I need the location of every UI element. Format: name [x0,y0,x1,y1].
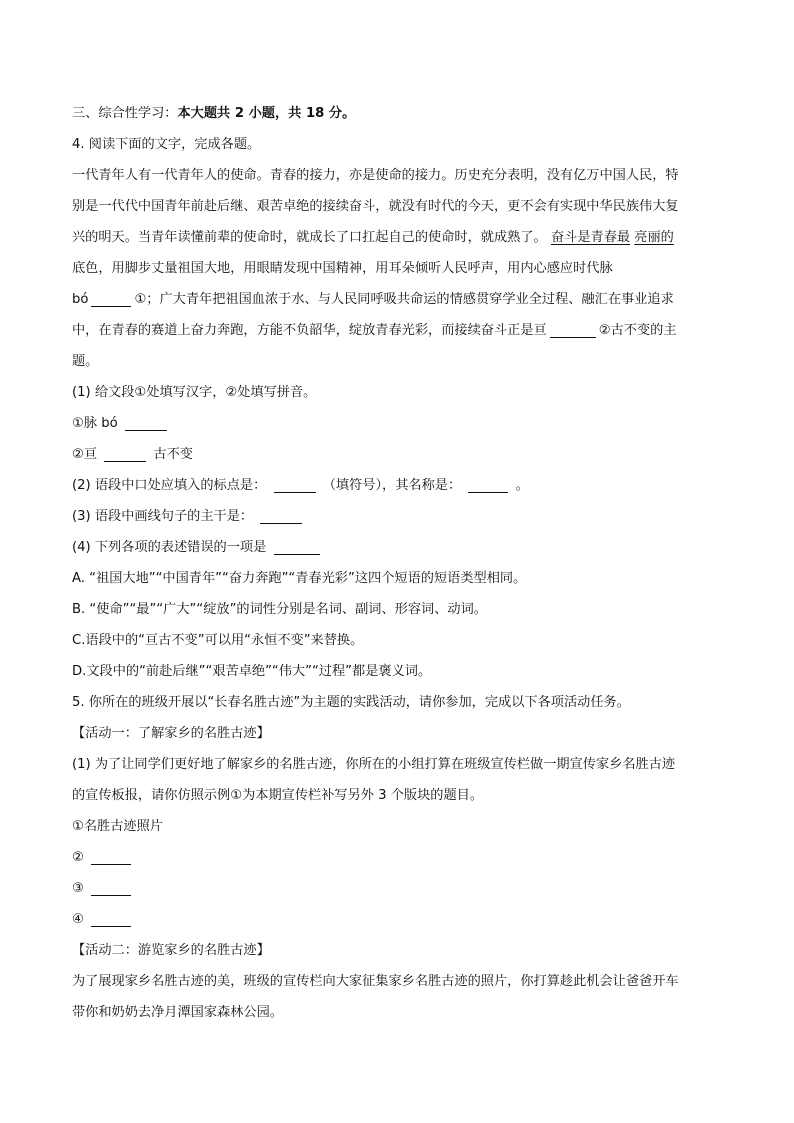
sub-question-3 [72,501,720,532]
answer-blank-item-3[interactable] [91,881,131,896]
sub-question-4 [72,532,720,563]
board-item-3 [72,873,720,904]
underlined-sentence-part-1: 奋斗是青春最 [550,230,631,245]
sub-question-2-pre: (2) 语段中口处应填入的标点是： [72,478,267,493]
answer-blank-3[interactable] [260,509,302,524]
board-item-2-label: ② [72,850,84,865]
option-c: C.语段中的“亘古不变”可以用“永恒不变”来替换。 [72,633,364,648]
answer-blank-4[interactable] [274,540,320,555]
sub-question-4-text: (4) 下列各项的表述错误的一项是 [72,540,267,555]
answer-blank-1b[interactable] [104,447,146,462]
underlined-sentence-part-2: 亮丽的 [634,230,674,245]
board-item-4-label: ④ [72,912,84,927]
passage-line-2: 别是一代代中国青年前赴后继、艰苦卓绝的接续奋斗，就没有时代的今天，更不会有实现中华民族伟大复 [72,199,679,214]
pinyin-bo: bó [72,292,89,307]
passage-line-7: 题。 [72,354,99,369]
sub-question-1-a [72,408,720,439]
board-item-3-label: ③ [72,881,84,896]
passage-line-4: 底色，用脚步丈量祖国大地，用眼睛发现中国精神，用耳朵倾听人民呼声，用内心感应时代脉 [72,261,613,276]
passage-line-5-text: ①；广大青年把祖国血浓于水、与人民同呼吸共命运的情感贯穿学业全过程、融汇在事业追求 [134,292,674,307]
answer-blank-1a[interactable] [125,416,167,431]
passage-line-1: 一代青年人有一代青年人的使命。青春的接力，亦是使命的接力。历史充分表明，没有亿万中国人民，特 [72,168,679,183]
section-heading [72,98,720,129]
sub-question-1-b [72,439,720,470]
passage-line-6 [72,315,720,346]
passage-line-6-end: ②古不变的主 [598,323,677,338]
option-b: B. “使命”“最”“广大”“绽放”的词性分别是名词、副词、形容词、动词。 [72,602,487,617]
question-4-title: 4. 阅读下面的文字，完成各题。 [72,137,261,152]
activity-2-line-2: 带你和奶奶去净月潭国家森林公园。 [72,1005,283,1020]
passage-line-5 [72,284,720,315]
document-content [72,98,720,1028]
passage-line-3 [72,222,720,253]
activity-1-heading: 【活动一：了解家乡的名胜古迹】 [72,726,270,741]
activity-1-line-1: (1) 为了让同学们更好地了解家乡的名胜古迹，你所在的小组打算在班级宣传栏做一期宣传家乡名胜古迹 [72,757,676,772]
passage-line-3-text: 兴的明天。当青年读懂前辈的使命时，就成长了口扛起自己的使命时，就成熟了。 [72,230,547,245]
passage-line-6-text: 中，在青春的赛道上奋力奔跑，方能不负韶华，绽放青春光彩，而接续奋斗正是亘 [72,323,547,338]
board-item-1: ①名胜古迹照片 [72,819,163,834]
option-d: D.文段中的“前赴后继”“艰苦卓绝”“伟大”“过程”都是褒义词。 [72,664,432,679]
blank-2[interactable] [550,323,596,338]
blank-1[interactable] [91,292,131,307]
answer-blank-item-2[interactable] [91,850,131,865]
sub-question-2 [72,470,720,501]
board-item-4 [72,904,720,935]
answer-blank-2a[interactable] [274,478,316,493]
answer-blank-item-4[interactable] [91,912,131,927]
answer-blank-2b[interactable] [468,478,508,493]
activity-2-heading: 【活动二：游览家乡的名胜古迹】 [72,943,270,958]
sub-question-2-post: 。 [515,478,529,493]
activity-1-line-2: 的宣传板报，请你仿照示例①为本期宣传栏补写另外 3 个版块的题目。 [72,788,484,803]
section-prefix: 三、综合性学习： [72,106,178,121]
board-item-2 [72,842,720,873]
sub-question-2-mid: （填符号），其名称是： [322,478,462,493]
option-a: A. “祖国大地”“中国青年”“奋力奔跑”“青春光彩”这四个短语的短语类型相同。 [72,571,527,586]
sub-question-3-text: (3) 语段中画线句子的主干是： [72,509,254,524]
section-score-info: 本大题共 2 小题，共 18 分。 [177,106,356,121]
question-5-title: 5. 你所在的班级开展以“长春名胜古迹”为主题的实践活动，请你参加，完成以下各项活动任务。 [72,695,630,710]
sub-question-1-b-post: 古不变 [153,447,193,462]
sub-question-1: (1) 给文段①处填写汉字，②处填写拼音。 [72,385,317,400]
activity-2-line-1: 为了展现家乡名胜古迹的美，班级的宣传栏向大家征集家乡名胜古迹的照片，你打算趁此机会让爸爸开车 [72,974,679,989]
sub-question-1-b-pre: ②亘 [72,447,98,462]
sub-question-1-a-text: ①脉 bó [72,416,118,431]
